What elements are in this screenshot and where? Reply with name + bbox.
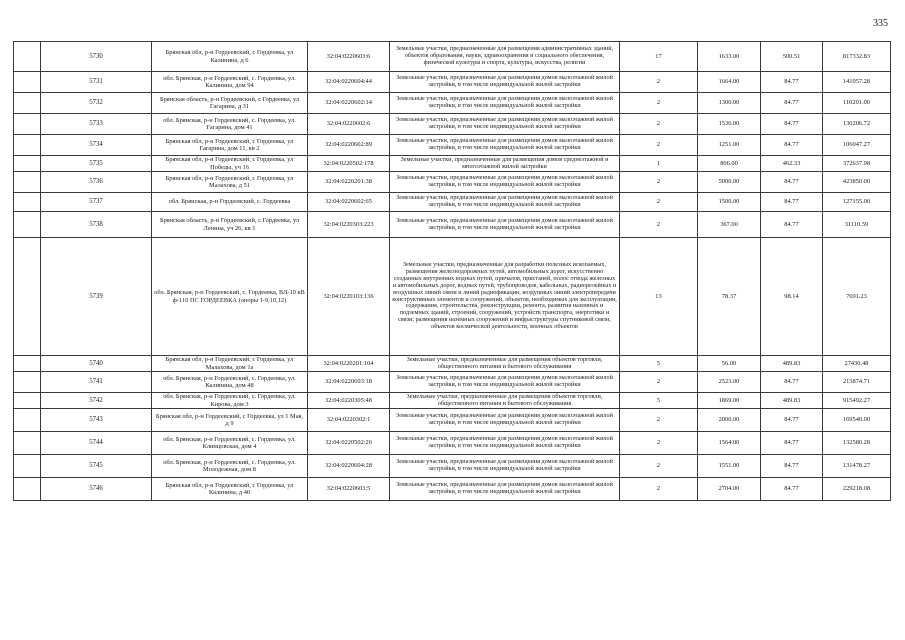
address-cell: Брянская обл, р-н Гордеевский, с Гордеевка, ул Малахова, дом 1а [152,356,308,372]
area-cell: 5000.00 [698,172,761,193]
cadastral-value-cell: 130206.72 [823,114,891,135]
table-row [14,93,891,114]
land-use-purpose-cell: Земельные участки, предназначенные для размещения домов малоэтажной жилой застройки, в том числе индивидуальной жилой застройки [390,114,620,135]
cadastral-number-cell: 32:04:0220603:5 [308,478,390,501]
category-code-cell: 1 [620,156,698,172]
area-cell: 56.00 [698,356,761,372]
table-row [14,212,891,238]
specific-value-cell: 84.77 [761,72,823,93]
category-code-cell: 2 [620,72,698,93]
specific-value-cell: 84.77 [761,93,823,114]
row-number: 5743 [41,409,152,432]
cadastral-value-cell: 423850.00 [823,172,891,193]
area-cell: 2000.00 [698,409,761,432]
land-use-purpose-cell: Земельные участки, предназначенные для разработки полезных ископаемых, размещения железнодорожных путей, автомобильных дорог, искусственно созданных внутренних водных путей, причалов, пристаней, полос отвода железных и автомобильных дорог, водных путей, трубопроводов, кабельных, радиорелейных и воздушных линий связи и линий радиофикации, воздушных линий электропередачи конструктивных элементов и сооружений, объектов, необходимых для эксплуатации, содержания, строительства, реконструкции, ремонта, развития наземных и подземных зданий, строений, сооружений, устройств транспорта, энергетики и связи; размещения наземных сооружений и инфраструктуры спутниковой связи, объектов космической деятельности, военных объектов [390,238,620,356]
area-cell: 1869.00 [698,393,761,409]
cadastral-value-cell: 229218.08 [823,478,891,501]
specific-value-cell: 500.51 [761,42,823,72]
category-code-cell: 13 [620,238,698,356]
specific-value-cell: 84.77 [761,135,823,156]
row-number: 5735 [41,156,152,172]
cadastral-number-cell: 32:04:0220603:6 [308,42,390,72]
row-number: 5746 [41,478,152,501]
margin-cell [14,409,41,432]
table-row [14,455,891,478]
address-cell: обл. Брянская, р-н Гордеевский, с. Гордеевка, ул. Кирова, дом 3 [152,393,308,409]
address-cell: обл. Брянская, р-н Гордеевский, с. Гордеевка, ул. Калинина, дом 94 [152,72,308,93]
margin-cell [14,156,41,172]
specific-value-cell: 84.77 [761,478,823,501]
category-code-cell: 17 [620,42,698,72]
cadastral-value-cell: 169540.00 [823,409,891,432]
area-cell: 78.37 [698,238,761,356]
margin-cell [14,478,41,501]
row-number: 5739 [41,238,152,356]
land-use-purpose-cell: Земельные участки, предназначенные для размещения домов среднеэтажной и многоэтажной жилой застройки [390,156,620,172]
land-use-purpose-cell: Земельные участки, предназначенные для размещения домов малоэтажной жилой застройки, в том числе индивидуальной жилой застройки [390,193,620,212]
cadastral-value-cell: 110201.00 [823,93,891,114]
table-row [14,238,891,356]
cadastral-number-cell: 32:04:0220602:65 [308,193,390,212]
address-cell: Брянская обл, р-н Гордеевский, с Гордеевка, ул Калинина, д 6 [152,42,308,72]
land-use-purpose-cell: Земельные участки, предназначенные для размещения домов малоэтажной жилой застройки, в том числе индивидуальной жилой застройки [390,455,620,478]
address-cell: обл. Брянская, р-н Гордеевский, с. Гордеевка, ул. Клинцовская, дом 4 [152,432,308,455]
land-use-purpose-cell: Земельные участки, предназначенные для размещения домов малоэтажной жилой застройки, в том числе индивидуальной жилой застройки [390,372,620,393]
category-code-cell: 2 [620,455,698,478]
row-number: 5733 [41,114,152,135]
cadastral-number-cell: 32:04:0220604:28 [308,455,390,478]
margin-cell [14,135,41,156]
cadastral-number-cell: 32:04:0220103:136 [308,238,390,356]
land-use-purpose-cell: Земельные участки, предназначенные для размещения домов малоэтажной жилой застройки, в том числе индивидуальной жилой застройки [390,172,620,193]
category-code-cell: 2 [620,114,698,135]
land-use-purpose-cell: Земельные участки, предназначенные для размещения домов малоэтажной жилой застройки, в том числе индивидуальной жилой застройки [390,72,620,93]
table-body [14,42,891,501]
category-code-cell: 2 [620,93,698,114]
table-row [14,432,891,455]
land-use-purpose-cell: Земельные участки, предназначенные для размещения домов малоэтажной жилой застройки, в том числе индивидуальной жилой застройки [390,212,620,238]
table-row [14,135,891,156]
land-use-purpose-cell: Земельные участки, предназначенные для размещения объектов торговли, общественного питания и бытового обслуживания [390,356,620,372]
margin-cell [14,72,41,93]
cadastral-value-cell: 213874.71 [823,372,891,393]
table-row [14,72,891,93]
cadastral-value-cell: 131478.27 [823,455,891,478]
category-code-cell: 2 [620,212,698,238]
cadastral-value-cell: 817332.83 [823,42,891,72]
cadastral-value-cell: 141057.28 [823,72,891,93]
address-cell: Брянская обл, р-н Гордеевский, с Гордеевка, ул Победы, уч 16 [152,156,308,172]
margin-cell [14,372,41,393]
address-cell: Брянская обл, р-н Гордеевский, с Гордеевка, ул Гагарина, дом 11, кв 2 [152,135,308,156]
margin-cell [14,172,41,193]
area-cell: 1300.00 [698,93,761,114]
row-number: 5745 [41,455,152,478]
category-code-cell: 2 [620,193,698,212]
land-use-purpose-cell: Земельные участки, предназначенные для размещения домов малоэтажной жилой застройки, в том числе индивидуальной жилой застройки [390,432,620,455]
row-number: 5737 [41,193,152,212]
area-cell: 2523.00 [698,372,761,393]
address-cell: обл. Брянская, р-н Гордеевский, с. Гордеевка, ул. Калинина, дом 48 [152,372,308,393]
land-use-purpose-cell: Земельные участки, предназначенные для размещения домов малоэтажной жилой застройки, в том числе индивидуальной жилой застройки [390,93,620,114]
address-cell: Брянская обл, р-н Гордеевский, с Гордеевка, ул Калинина, д 40 [152,478,308,501]
table-row [14,393,891,409]
area-cell: 1551.00 [698,455,761,478]
land-use-purpose-cell: Земельные участки, предназначенные для размещения административных зданий, объектов образования, науки, здравоохранения и социального обеспечения, физической культуры и спорта, культуры, искусства, религии [390,42,620,72]
area-cell: 1633.00 [698,42,761,72]
table-row [14,156,891,172]
address-cell: Брянская область, р-н Гордеевский, с Гордеевка, ул Ленина, уч 26, кв 1 [152,212,308,238]
area-cell: 2704.00 [698,478,761,501]
margin-cell [14,114,41,135]
cadastral-value-cell: 915492.27 [823,393,891,409]
cadastral-value-cell: 31110.59 [823,212,891,238]
specific-value-cell: 84.77 [761,409,823,432]
category-code-cell: 2 [620,432,698,455]
specific-value-cell: 462.33 [761,156,823,172]
cadastral-number-cell: 32:04:0220201:38 [308,172,390,193]
cadastral-number-cell: 32:04:0220502:178 [308,156,390,172]
address-cell: Брянская обл, р-н Гордеевский, с Гордеевка, ул Малахова, д 51 [152,172,308,193]
category-code-cell: 2 [620,172,698,193]
address-cell: обл. Брянская, р-н Гордеевский, с. Гордеевка, ул. Молодежная, дом 8 [152,455,308,478]
category-code-cell: 2 [620,372,698,393]
address-cell: Брянская область, р-н Гордеевский, с Гордеевка, ул Гагарина, д 31 [152,93,308,114]
land-use-purpose-cell: Земельные участки, предназначенные для размещения объектов торговли, общественного питания и бытового обслуживания [390,393,620,409]
row-number: 5732 [41,93,152,114]
category-code-cell: 2 [620,135,698,156]
address-cell: обл. Брянская, р-н Гордеевский, с. Гордеевка, ул. Гагарина, дом 41 [152,114,308,135]
cadastral-value-cell: 27430.48 [823,356,891,372]
specific-value-cell: 84.77 [761,172,823,193]
category-code-cell: 2 [620,409,698,432]
cadastral-number-cell: 32:04:0220302:1 [308,409,390,432]
cadastral-value-cell: 372637.98 [823,156,891,172]
cadastral-number-cell: 32:04:0220602:6 [308,114,390,135]
specific-value-cell: 84.77 [761,432,823,455]
land-use-purpose-cell: Земельные участки, предназначенные для размещения домов малоэтажной жилой застройки, в том числе индивидуальной жилой застройки [390,409,620,432]
margin-cell [14,393,41,409]
land-use-purpose-cell: Земельные участки, предназначенные для размещения домов малоэтажной жилой застройки, в том числе индивидуальной жилой застройки [390,135,620,156]
row-number: 5744 [41,432,152,455]
cadastral-number-cell: 32:04:0220303:223 [308,212,390,238]
category-code-cell: 5 [620,393,698,409]
margin-cell [14,193,41,212]
page-number: 335 [873,18,888,29]
cadastral-number-cell: 32:04:0220604:44 [308,72,390,93]
cadastral-number-cell: 32:04:0220305:48 [308,393,390,409]
table-row [14,409,891,432]
row-number: 5731 [41,72,152,93]
margin-cell [14,93,41,114]
cadastral-value-cell: 127155.00 [823,193,891,212]
cadastral-number-cell: 32:04:0220201:104 [308,356,390,372]
cadastral-number-cell: 32:04:0220602:89 [308,135,390,156]
specific-value-cell: 84.77 [761,114,823,135]
specific-value-cell: 84.77 [761,372,823,393]
area-cell: 1500.00 [698,193,761,212]
cadastral-value-cell: 106047.27 [823,135,891,156]
address-cell: Брянская обл, р-н Гордеевский, с Гордеевка, ул 1 Мая, д 9 [152,409,308,432]
area-cell: 367.00 [698,212,761,238]
specific-value-cell: 84.77 [761,455,823,478]
table-row [14,114,891,135]
area-cell: 1536.00 [698,114,761,135]
margin-cell [14,356,41,372]
margin-cell [14,432,41,455]
category-code-cell: 5 [620,356,698,372]
cadastral-number-cell: 32:04:0220602:14 [308,93,390,114]
area-cell: 1251.00 [698,135,761,156]
specific-value-cell: 84.77 [761,193,823,212]
margin-cell [14,42,41,72]
row-number: 5734 [41,135,152,156]
row-number: 5740 [41,356,152,372]
specific-value-cell: 489.83 [761,393,823,409]
land-registry-table [13,41,891,501]
row-number: 5736 [41,172,152,193]
table-row [14,172,891,193]
specific-value-cell: 98.14 [761,238,823,356]
margin-cell [14,212,41,238]
area-cell: 1664.00 [698,72,761,93]
area-cell: 1564.00 [698,432,761,455]
address-cell: обл. Брянская, р-н Гордеевский, с. Гордеевка, ВЛ-10 кВ ф-110 ПС ГОРДЕЕВКА (опоры 1-9,10,12) [152,238,308,356]
cadastral-number-cell: 32:04:0220603:18 [308,372,390,393]
category-code-cell: 2 [620,478,698,501]
area-cell: 806.00 [698,156,761,172]
specific-value-cell: 84.77 [761,212,823,238]
table-row [14,372,891,393]
row-number: 5730 [41,42,152,72]
row-number: 5738 [41,212,152,238]
row-number: 5741 [41,372,152,393]
table-row [14,42,891,72]
table-row [14,193,891,212]
table-row [14,356,891,372]
address-cell: обл. Брянская, р-н Гордеевский, с. Гордеевка [152,193,308,212]
row-number: 5742 [41,393,152,409]
margin-cell [14,238,41,356]
specific-value-cell: 489.83 [761,356,823,372]
cadastral-value-cell: 132580.28 [823,432,891,455]
land-use-purpose-cell: Земельные участки, предназначенные для размещения домов малоэтажной жилой застройки, в том числе индивидуальной жилой застройки [390,478,620,501]
cadastral-number-cell: 32:04:0220502:26 [308,432,390,455]
table-row [14,478,891,501]
margin-cell [14,455,41,478]
cadastral-value-cell: 7691.23 [823,238,891,356]
